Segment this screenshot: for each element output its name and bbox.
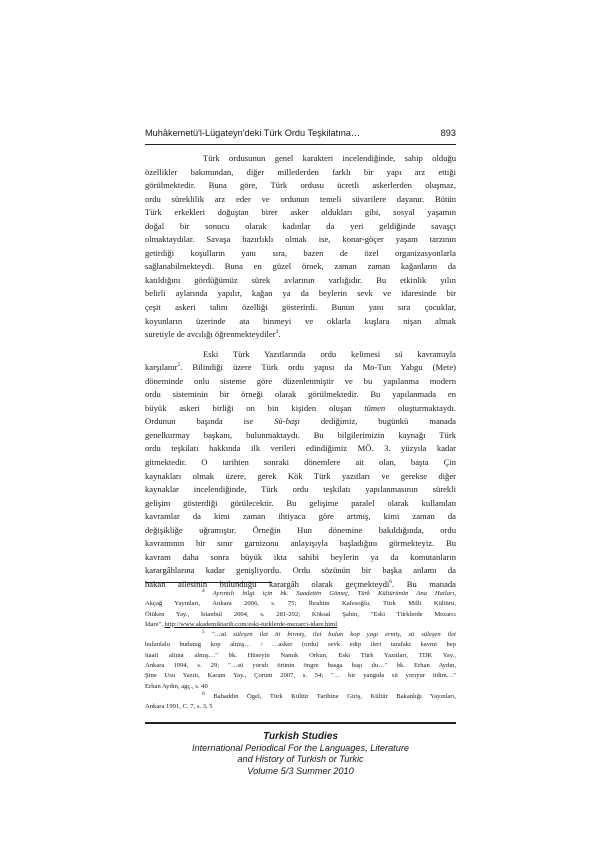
- text-segment: suretiyle de avcılığı öğrenmekteydiler: [145, 329, 276, 340]
- text-line: olmaktaydılar. Savaşa hazırlıklı olmak ise, konar-göçer yaşam tarzının: [145, 234, 456, 245]
- text-line: karargâhlarına kadar genişliyordu. Ordu sözünün bir başka anlamı da: [145, 565, 456, 576]
- footnote-line: [145, 630, 456, 640]
- footnotes: [145, 589, 456, 713]
- text-line: çeşit askeri talim özelliği gösterirdi. Bunun yanı sıra çocuklar,: [145, 302, 456, 313]
- footnote-line: Şine Usu Yazıtı, Karam Yay., Çorum 2007, s. 54; "… bir yangıda sü yorıyur tidim…": [145, 672, 456, 680]
- text-segment: .: [278, 329, 281, 340]
- footnote-separator: [145, 582, 272, 583]
- text-line: ordu teşkilatı hakkında ilk verileri edindiğimiz MÖ. 3. yüzyıla kadar: [145, 443, 456, 454]
- running-title: Muhâkemetü'l-Lügateyn'deki Türk Ordu Teşkilatına…: [145, 128, 361, 138]
- journal-subtitle: and History of Turkish or Turkic: [237, 754, 364, 764]
- italic-term: sü: [394, 348, 403, 359]
- footnote-line: Ötüken Yay., İstanbul 2004, s. 281-292; Köksal Şahin, "Eski Türklerde Mezarcı: [145, 610, 456, 618]
- text-line: [145, 328, 456, 342]
- text-segment: dediğimiz, bugünkü manada: [320, 416, 456, 427]
- footnote-line: Erhan Aydın, agç., s. 40: [145, 682, 208, 690]
- text-line: kaynakları olmak üzere, gerek Kök Türk yazıtları ve gerekse diğer: [145, 470, 456, 481]
- italic-term: tümen: [364, 402, 386, 413]
- journal-volume: Volume 5/3 Summer 2010: [247, 765, 354, 776]
- text-segment: büyük askeri birliği on bin kişiden oluşan: [145, 402, 352, 413]
- text-segment: . Bilindiği üzere Türk ordu yapısı da Mo-Tun Yabgu (Mete): [180, 362, 456, 373]
- text-line: ordu sisteminin bir örneği olarak görülmektedir. Bu yapılanmada en: [145, 389, 456, 400]
- text-line: döneminde onlu sisteme göre düzenlenmiştir ve bu yapılanma modern: [145, 375, 456, 386]
- footnote-text: "…sü süleşen ilet iti birmiş, ilet bulun kop yagı ermiş, sü süleşen ilet: [211, 631, 457, 639]
- footer-rule: [145, 722, 456, 724]
- text-segment: Eski Türk Yazıtlarında ordu kelimesi: [203, 348, 381, 359]
- text-segment: kavramıyla: [417, 348, 456, 359]
- journal-name: Turkish Studies: [263, 731, 338, 742]
- text-segment: . Bu manada: [392, 578, 456, 589]
- text-line: kaynaklar incelendiğinde, Türk ordu teşkilatı yapılanmasının sürekli: [145, 484, 456, 495]
- footnote-ref-5[interactable]: 5: [177, 362, 181, 369]
- text-line: doğal bir sonucu olarak kadınlar da yeri geldiğinde savaşçı: [145, 220, 456, 231]
- journal-subtitle: International Periodical For the Languages, Literature: [191, 742, 410, 753]
- main-text: [145, 152, 456, 592]
- text-line: getirdiği koşulların yanı sıra, bazen de özel organizasyonlarla: [145, 247, 456, 258]
- text-segment: oluşturmaktaydı.: [397, 402, 456, 413]
- page-number: 893: [440, 128, 456, 138]
- footnote-ref-6[interactable]: 6: [389, 579, 393, 586]
- paragraph-1: [145, 152, 456, 342]
- footnote-line: Ankara 1994, s. 29; "…sü yorıdı örünin öngre basga başı ılu…" bk. Erhan Aydın,: [145, 662, 456, 670]
- footnote-6: [145, 692, 456, 713]
- text-line: [145, 402, 456, 416]
- footnote-line: Akçağ Yayınları, Ankara 2006, s. 75; İbrahim Kafesoğlu, Türk Milli Kültürü,: [145, 600, 456, 608]
- text-line: kavram daha sonra büyük ikta sahibi beylerin ya da komutanların: [145, 551, 456, 562]
- text-line: Türk ordusunun genel karakteri incelendiğinde, sahip olduğu: [203, 153, 456, 163]
- running-header: [145, 128, 456, 144]
- text-segment: Ordunun başında ise: [145, 416, 254, 427]
- text-line: genelkurmay başkanı, bulunmaktaydı. Bu bilgilerimizin kaynağı Türk: [145, 429, 456, 440]
- text-line: gitmektedir. O tarihten sonraki dönemlere ait olan, başta Çin: [145, 457, 456, 468]
- footnote-line: [145, 692, 456, 702]
- text-segment: karşılanır: [145, 362, 178, 373]
- journal-footer: [145, 731, 456, 777]
- text-line: belirli aylarında yapılır, kağan ya da beylerin sevk ve idaresinde bir: [145, 288, 456, 299]
- text-line: ordu süreklilik arz eder ve ordunun temeli süvarilere dayanır. Bütün: [145, 193, 456, 204]
- text-line: kavramının bir sınır garnizonu anlayışıyla başladığını görmekteyiz. Bu: [145, 538, 456, 549]
- footnote-text: Bahaddin Ögel, Türk Kültür Tarihine Giriş, Kültür Bakanlığı Yayınları,: [213, 692, 456, 700]
- footnote-5: [145, 630, 456, 692]
- text-line: kavramlar da kimi zaman ihtiyaca göre artmış, kimi zaman da: [145, 511, 456, 522]
- footnote-line: [145, 620, 456, 630]
- text-line: gelişim gösterdiği görülecektir. Bu gelişime paralel olarak kullanılan: [145, 497, 456, 508]
- footnote-line: [145, 589, 456, 599]
- text-line: [145, 348, 456, 362]
- text-line: [145, 361, 456, 375]
- text-line: değişikliğe uğramıştır. Örneğin Hun dönemine bakıldığında, ordu: [145, 524, 456, 535]
- text-segment: hakan ailesinin bulunduğu karargâh olarak geçmekteydi: [145, 578, 390, 589]
- footnote-ref-4[interactable]: 4: [275, 329, 279, 336]
- footnote-4: [145, 589, 456, 630]
- footnote-link[interactable]: http://www.akademiktarih.com/eski-turklerde-mezarci-idare.html: [164, 620, 338, 628]
- footnote-line: Ankara 1991, C. 7, s. 3, 5: [145, 703, 213, 711]
- footnote-text: İdare",: [145, 620, 163, 628]
- text-line: koyunların üzerinde ata binmeyi ve oklarla kuşlara nişan almak: [145, 315, 456, 326]
- text-line: özellikler bakımından, diğer milletlerden farklı bir yapı arz ettiği: [145, 166, 456, 177]
- text-line: sağlanabilmekteydi. Buna en güzel örnek, zaman zaman kağanların da: [145, 261, 456, 272]
- footnote-line: itaati altına almış…" bk. Hüseyin Namık Orkun, Eski Türk Yazıtları, TDK Yay.,: [145, 651, 456, 659]
- text-line: Türk erkekleri doğuştan birer asker oldukları gibi, sosyal yaşamın: [145, 207, 456, 218]
- footnote-number: 5: [202, 629, 205, 635]
- paragraph-2: [145, 348, 456, 592]
- text-line: görülmektedir. Buna göre, Türk ordusu ücretli askerlerden oluşmaz,: [145, 180, 456, 191]
- italic-term: Sü-başı: [274, 416, 300, 427]
- footnote-number: 4: [202, 587, 205, 594]
- text-line: katıldığını gördüğümüz sürek avlarının varlığıdır. Bu etkinlik yılın: [145, 274, 456, 285]
- text-line: [145, 415, 456, 429]
- footnote-line: bulunlalu budunıg kop almış… / …asker (ordu) sevk edip ileri tarafaki kavmi hep: [145, 641, 456, 649]
- footnote-text: Ayrıntılı bilgi için bk. Saadettin Gömeç, Türk Kültürünün Ana Hatları,: [212, 590, 456, 597]
- footnote-number: 6: [202, 690, 205, 697]
- header-rule: [145, 144, 456, 145]
